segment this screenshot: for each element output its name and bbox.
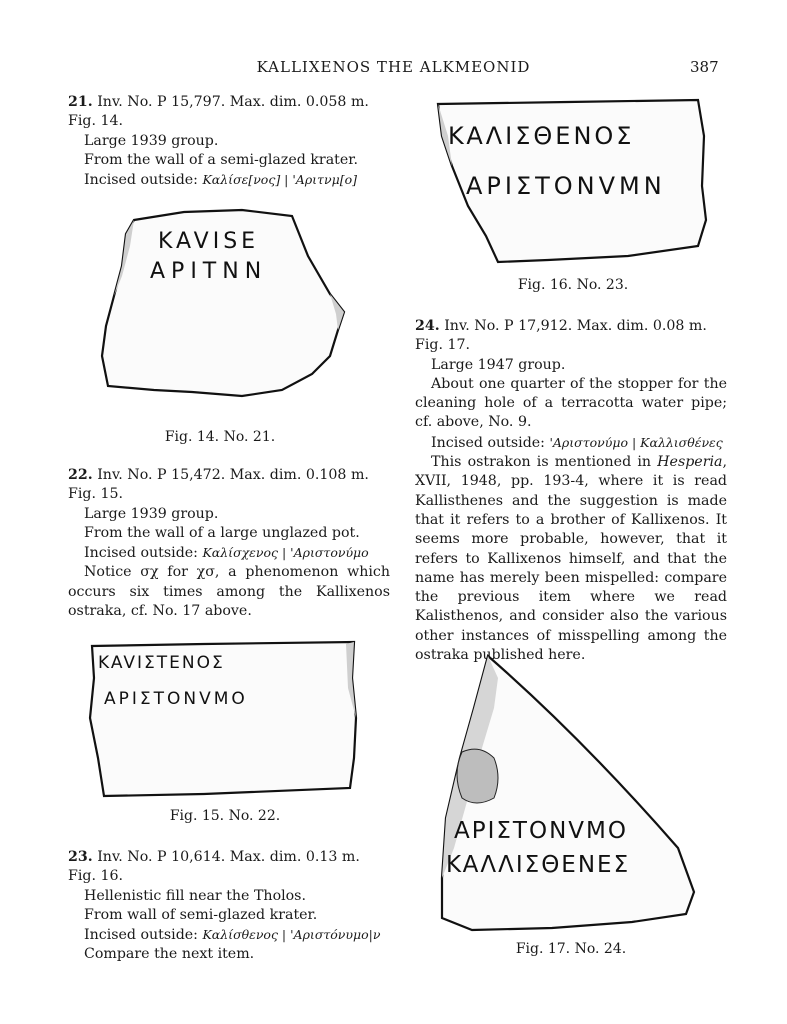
inscription-line-1: KAVIΣTENOΣ <box>98 653 225 673</box>
entry-number: 24. <box>415 318 440 334</box>
sherd-worn-patch <box>457 749 498 803</box>
entry-origin: From wall of semi-glazed krater. <box>84 906 318 923</box>
incised-text: 'Αριστονύμο | Καλλισθένες <box>549 434 723 450</box>
incised-label: Incised outside: <box>84 172 198 189</box>
running-title: KALLIXENOS THE ALKMEONID <box>256 58 531 76</box>
entry-note: Notice σχ for χσ, a phenomenon which occurs six times among the Kallixenos ostraka, cf. No. 17 above. <box>68 564 390 620</box>
figure-15-ostrakon <box>84 638 366 800</box>
entry-23 <box>68 848 390 965</box>
entry-group: Hellenistic fill near the Tholos. <box>84 887 306 904</box>
entry-group: Large 1947 group. <box>431 356 566 373</box>
entry-number: 22. <box>68 467 93 483</box>
inscription-line-1: KAΛIΣΘENOΣ <box>448 122 635 150</box>
entry-note: Compare the next item. <box>84 946 255 963</box>
entry-origin: About one quarter of the stopper for the cleaning hole of a terracotta water pipe; cf. above, No. 9. <box>415 375 727 431</box>
discussion-text: , XVII, 1948, pp. 193-4, where it is read Kallisthenes and the suggestion is made that it refers to a brother of Kallixenos. It seems more probable, however, that it refers to Kallixenos himself, and that the name has merely been mispelled: compare the previous item where we read Kalisthenos, and consider also the various other instances of misspelling among the ostraka published here. <box>415 454 727 664</box>
entry-heading-text: Inv. No. P 10,614. Max. dim. 0.13 m. Fig. 16. <box>68 849 360 885</box>
figure-17-ostrakon <box>432 648 704 934</box>
entry-incised <box>68 925 390 945</box>
inscription-line-2: APIΣTONVMO <box>104 689 248 709</box>
journal-title: Hesperia <box>657 454 723 471</box>
entry-group: Large 1939 group. <box>84 132 219 149</box>
entry-21 <box>68 93 390 190</box>
figure-15-caption: Fig. 15. No. 22. <box>169 808 281 824</box>
entry-heading-text: Inv. No. P 17,912. Max. dim. 0.08 m. Fig. 17. <box>415 318 707 354</box>
entry-incised <box>415 433 727 453</box>
entry-number: 23. <box>68 849 93 865</box>
entry-incised <box>68 543 390 563</box>
entry-incised <box>68 170 390 190</box>
discussion-text: This ostrakon is mentioned in <box>431 454 658 471</box>
entry-22-heading <box>68 466 390 505</box>
entry-group: Large 1939 group. <box>84 505 219 522</box>
entry-22 <box>68 466 390 621</box>
incised-label: Incised outside: <box>84 545 198 562</box>
entry-origin: From the wall of a semi-glazed krater. <box>84 151 359 168</box>
incised-label: Incised outside: <box>431 434 545 451</box>
inscription-line-2: KAΛΛIΣΘENEΣ <box>446 852 631 878</box>
entry-discussion <box>415 453 727 665</box>
inscription-line-1: APIΣTONVMO <box>454 818 628 844</box>
inscription-line-2: APITNN <box>150 259 268 284</box>
entry-heading-text: Inv. No. P 15,472. Max. dim. 0.108 m. Fig. 15. <box>68 467 369 503</box>
incised-text: Καλίσθενος | 'Αριστόνυμο|ν <box>202 927 381 943</box>
inscription-line-1: KAVISE <box>158 229 260 254</box>
entry-heading-text: Inv. No. P 15,797. Max. dim. 0.058 m. Fig. 14. <box>68 94 369 130</box>
entry-21-heading <box>68 93 390 132</box>
incised-label: Incised outside: <box>84 927 198 944</box>
entry-number: 21. <box>68 94 93 110</box>
entry-origin: From the wall of a large unglazed pot. <box>84 524 360 541</box>
figure-17-caption: Fig. 17. No. 24. <box>515 941 627 957</box>
incised-text: Καλίσχενος | 'Αριστονύμο <box>202 545 369 561</box>
page-number: 387 <box>690 58 719 76</box>
incised-text: Καλίσε[νος] | 'Αριτνμ[ο] <box>202 172 357 188</box>
entry-23-heading <box>68 848 390 887</box>
entry-24-heading <box>415 317 727 356</box>
inscription-line-2: APIΣTONVMN <box>466 172 666 200</box>
figure-14-caption: Fig. 14. No. 21. <box>164 429 276 445</box>
figure-14-ostrakon <box>92 206 352 398</box>
figure-16-caption: Fig. 16. No. 23. <box>517 277 629 293</box>
figure-16-ostrakon <box>428 96 712 268</box>
entry-24 <box>415 317 727 665</box>
